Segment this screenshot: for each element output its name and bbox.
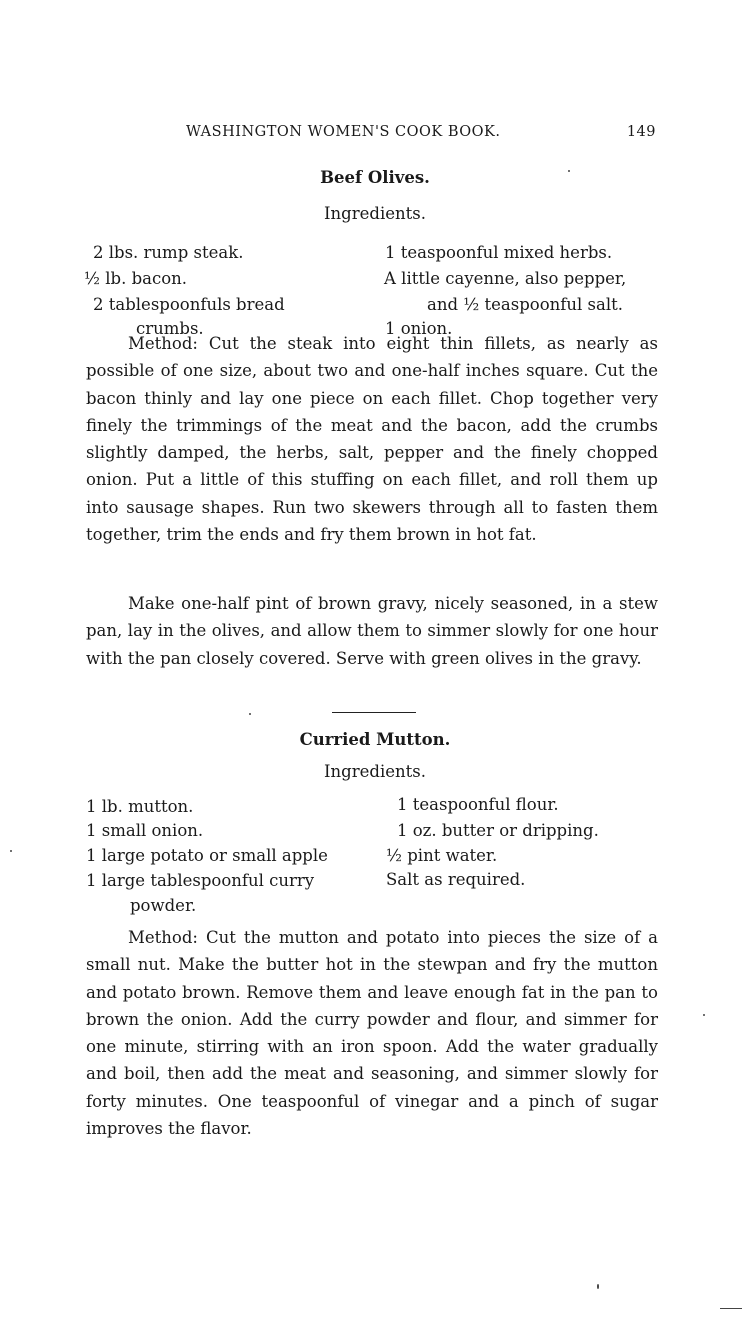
- recipe-title-beef-olives: Beef Olives.: [320, 168, 430, 187]
- ingredient-item: and ½ teaspoonful salt.: [427, 295, 623, 314]
- recipe-title-curried-mutton: Curried Mutton.: [299, 730, 451, 749]
- method-paragraph: Method: Cut the steak into eight thin fillets, as nearly as possible of one size, about two and one-half inches square. Cut the bacon thinly and lay one piece on each fillet. Chop together very finely the trimmings of the meat and the bacon, add the crumbs slightly damped, the herbs, salt, pepper and the finely chopped onion. Put a little of this stuffing on each fillet, and roll them up into sausage shapes. Run two skewers through all to fasten them together, trim the ends and fry them brown in hot fat.: [86, 334, 658, 545]
- section-divider: [332, 712, 416, 713]
- ingredient-item: 1 onion.: [385, 319, 453, 338]
- ingredient-item: 1 small onion.: [86, 821, 204, 840]
- ingredient-item: 1 teaspoonful mixed herbs.: [385, 243, 613, 262]
- page-number: 149: [626, 124, 656, 140]
- scan-speck: [703, 1014, 705, 1016]
- ingredients-heading: Ingredients.: [324, 762, 426, 781]
- ingredient-item: A little cayenne, also pepper,: [384, 269, 627, 288]
- running-head-title: WASHINGTON WOMEN'S COOK BOOK.: [186, 124, 501, 140]
- scan-speck: [568, 170, 570, 172]
- scan-speck: [249, 713, 251, 715]
- ingredient-item: Salt as required.: [386, 870, 526, 889]
- scan-speck: [720, 1308, 742, 1309]
- ingredients-heading: Ingredients.: [324, 204, 426, 223]
- method-paragraph: Make one-half pint of brown gravy, nicely seasoned, in a stew pan, lay in the olives, and allow them to simmer slowly for one hour with the pan closely covered. Serve with green olives in the gravy.: [86, 594, 658, 668]
- scan-speck: [597, 1284, 599, 1289]
- ingredient-item: 1 oz. butter or dripping.: [397, 821, 599, 840]
- ingredient-item: 1 lb. mutton.: [86, 797, 194, 816]
- ingredient-item: 1 large potato or small apple: [86, 846, 328, 865]
- ingredient-item: 1 large tablespoonful curry: [86, 871, 315, 890]
- ingredient-item: 1 teaspoonful flour.: [397, 795, 559, 814]
- ingredient-item: ½ lb. bacon.: [84, 269, 188, 288]
- ingredient-item: ½ pint water.: [386, 846, 498, 865]
- scan-speck: [10, 850, 12, 852]
- ingredient-item: 2 tablespoonfuls bread: [93, 295, 285, 314]
- ingredient-item: crumbs.: [136, 319, 204, 338]
- ingredient-item: powder.: [130, 896, 197, 915]
- ingredient-item: 2 lbs. rump steak.: [93, 243, 244, 262]
- method-paragraph: Method: Cut the mutton and potato into pieces the size of a small nut. Make the butter hot in the stewpan and fry the mutton and potato brown. Remove them and leave enough fat in the pan to brown the onion. Add the curry powder and flour, and simmer for one minute, stirring with an iron spoon. Add the water gradually and boil, then add the meat and seasoning, and simmer slowly for forty minutes. One teaspoonful of vinegar and a pinch of sugar improves the flavor.: [86, 928, 658, 1139]
